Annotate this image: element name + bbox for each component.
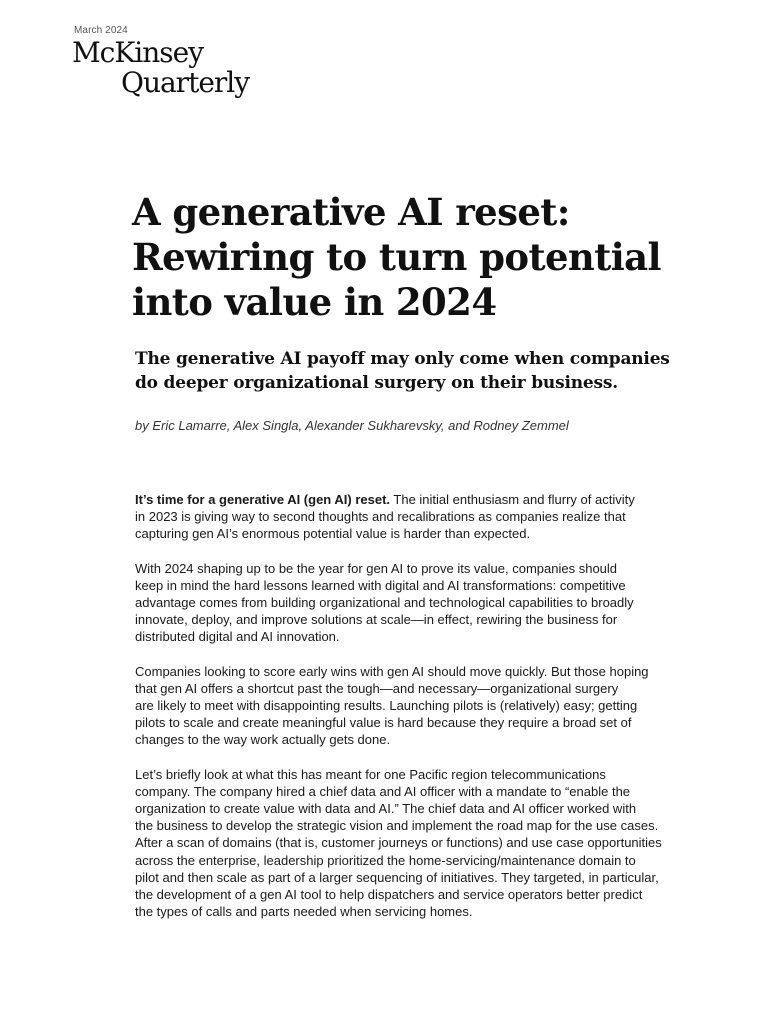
- article-subtitle-line: The generative AI payoff may only come when companies: [135, 349, 670, 369]
- body-line-text: The initial enthusiasm and flurry of activity: [390, 492, 635, 507]
- article-byline: by Eric Lamarre, Alex Singla, Alexander Sukharevsky, and Rodney Zemmel: [135, 418, 569, 433]
- body-paragraph: [135, 560, 735, 646]
- body-line: pilots to scale and create meaningful value is hard because they require a broad set of: [135, 715, 632, 731]
- brand-logo-line2: Quarterly: [121, 66, 250, 99]
- body-line: the business to develop the strategic vision and implement the road map for the use cases.: [135, 818, 659, 834]
- body-line: innovate, deploy, and improve solutions at scale—in effect, rewiring the business for: [135, 612, 618, 628]
- paragraph-lead: It’s time for a generative AI (gen AI) reset.: [135, 492, 391, 507]
- brand-logo[interactable]: [72, 38, 249, 98]
- body-line: the development of a gen AI tool to help dispatchers and service operators better predict: [135, 887, 643, 903]
- article-title-line: Rewiring to turn potential: [132, 235, 661, 279]
- article-title-line: A generative AI reset:: [132, 190, 570, 234]
- body-line: organization to create value with data and AI.” The chief data and AI officer worked with: [135, 801, 637, 817]
- body-paragraph: [135, 491, 735, 543]
- article-subtitle: [135, 347, 735, 395]
- body-paragraph: [135, 663, 735, 749]
- body-line: With 2024 shaping up to be the year for gen AI to prove its value, companies should: [135, 560, 618, 576]
- body-line: distributed digital and AI innovation.: [135, 629, 340, 645]
- body-line: that gen AI offers a shortcut past the tough—and necessary—organizational surgery: [135, 680, 619, 696]
- article-subtitle-line: do deeper organizational surgery on their business.: [135, 373, 618, 393]
- body-line: the types of calls and parts needed when servicing homes.: [135, 904, 473, 920]
- body-line: [135, 491, 735, 508]
- body-line: pilot and then scale as part of a larger sequencing of initiatives. They targeted, in particular,: [135, 869, 659, 885]
- body-line: are likely to meet with disappointing results. Launching pilots is (relatively) easy; getting: [135, 698, 638, 714]
- brand-logo-line1: McKinsey: [72, 36, 204, 69]
- article-title: [132, 190, 732, 325]
- body-line: advantage comes from building organizational and technological capabilities to broadly: [135, 595, 634, 611]
- body-line: changes to the way work actually gets done.: [135, 732, 391, 748]
- article-body: [135, 491, 735, 937]
- body-line: across the enterprise, leadership prioritized the home-servicing/maintenance domain to: [135, 852, 636, 868]
- body-line: company. The company hired a chief data and AI officer with a mandate to “enable the: [135, 783, 631, 799]
- body-line: keep in mind the hard lessons learned with digital and AI transformations: competitive: [135, 577, 626, 593]
- body-line: capturing gen AI’s enormous potential value is harder than expected.: [135, 526, 531, 542]
- body-paragraph: [135, 766, 735, 921]
- body-line: in 2023 is giving way to second thoughts and recalibrations as companies realize that: [135, 509, 626, 525]
- publication-date: March 2024: [74, 25, 128, 36]
- body-line: After a scan of domains (that is, customer journeys or functions) and use case opportunities: [135, 835, 662, 851]
- article-title-line: into value in 2024: [132, 280, 497, 324]
- body-line: Let’s briefly look at what this has meant for one Pacific region telecommunications: [135, 766, 606, 782]
- body-line: Companies looking to score early wins with gen AI should move quickly. But those hoping: [135, 663, 649, 679]
